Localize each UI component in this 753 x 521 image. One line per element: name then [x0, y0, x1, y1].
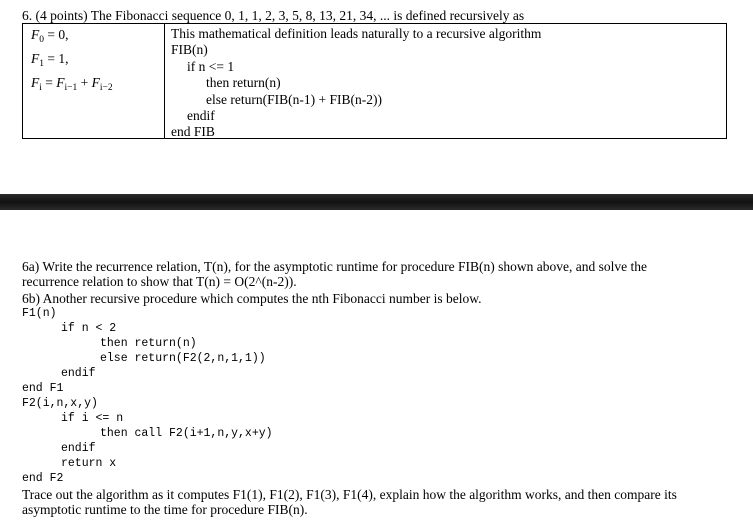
question-heading [22, 8, 524, 24]
part-b-closing-line-2: asymptotic runtime to the time for procedure FIB(n). [22, 502, 308, 517]
code-line: else return(F2(2,n,1,1)) [100, 352, 266, 365]
code-line: then call F2(i+1,n,y,x+y) [100, 427, 273, 440]
algorithm-line: else return(FIB(n-1) + FIB(n-2)) [206, 92, 382, 107]
part-a-line-1: 6a) Write the recurrence relation, T(n), for the asymptotic runtime for procedure FIB(n) shown above, and solve the [22, 259, 647, 274]
formula-f1: $F_1 = 1$, [31, 51, 69, 69]
definition-table [22, 23, 727, 139]
code-line: if i <= n [61, 412, 124, 425]
algorithm-intro: This mathematical definition leads naturally to a recursive algorithm [171, 26, 542, 41]
code-line: end F2 [22, 472, 64, 485]
algorithm-line: if n <= 1 [187, 59, 235, 74]
part-a-line-2: recurrence relation to show that T(n) = O(2^(n-2)). [22, 274, 297, 289]
question-heading-sequence: Fibonacci sequence 0, 1, 1, 2, 3, 5, 8, 13, 21, 34, ... is defined recursively as [115, 8, 525, 23]
algorithm-line: FIB(n) [171, 42, 208, 57]
question-heading-prefix: 6. (4 points) The [22, 8, 116, 23]
table-divider [164, 24, 165, 138]
formula-fi: $F_i = F_{i-1} + F_{i-2}$ [31, 75, 113, 93]
algorithm-line: endif [187, 108, 215, 123]
algorithm-line: then return(n) [206, 75, 281, 90]
formula-f0: $F_0 = 0$, [31, 27, 69, 45]
code-line: F1(n) [22, 307, 57, 320]
algorithm-line: end FIB [171, 124, 215, 139]
code-line: if n < 2 [61, 322, 117, 335]
code-line: endif [61, 442, 96, 455]
code-line: then return(n) [100, 337, 197, 350]
code-line: endif [61, 367, 96, 380]
code-line: return x [61, 457, 117, 470]
part-b-closing-line-1: Trace out the algorithm as it computes F1(1), F1(2), F1(3), F1(4), explain how the algorithm works, and then compare its [22, 487, 677, 502]
page-separator-band [0, 194, 753, 210]
code-line: F2(i,n,x,y) [22, 397, 98, 410]
code-line: end F1 [22, 382, 64, 395]
part-b-intro: 6b) Another recursive procedure which computes the nth Fibonacci number is below. [22, 291, 482, 306]
